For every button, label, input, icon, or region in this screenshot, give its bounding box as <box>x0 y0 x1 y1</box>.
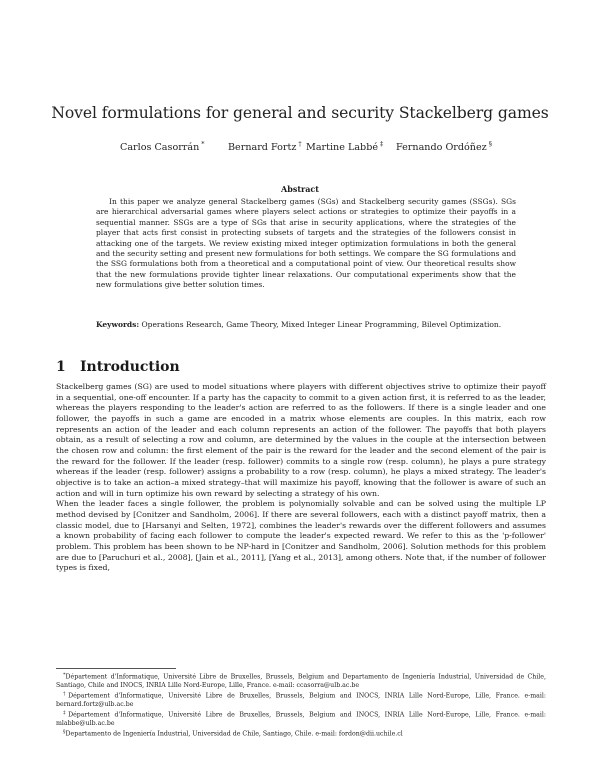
author-name: Bernard Fortz <box>228 142 297 153</box>
footnote-mark: § <box>63 728 66 735</box>
footnote <box>56 671 546 690</box>
footnotes <box>56 671 546 738</box>
author-footnote-mark: § <box>488 140 492 148</box>
footnote-mark: * <box>63 672 66 678</box>
section-title: Introduction <box>80 359 180 375</box>
footnote-mark: † <box>63 690 69 697</box>
author-footnote-mark: ‡ <box>380 140 384 148</box>
footnote-mark: ‡ <box>63 709 69 716</box>
footnote-rule <box>56 668 176 669</box>
author-list <box>120 140 520 156</box>
abstract-heading: Abstract <box>281 184 319 194</box>
keywords <box>96 320 516 330</box>
author-name: Martine Labbé <box>306 142 379 153</box>
keywords-label: Keywords: <box>96 320 140 329</box>
footnote <box>56 728 546 739</box>
body-paragraph: When the leader faces a single follower, the problem is polynomially solvable and can be solved using the multiple LP method devised by [Conitzer and Sandholm, 2006]. If there are several followers, each with a distinct payoff matrix, then a classic model, due to [Harsanyi and Selten, 1972], combines the leader's rewards over the different followers and assumes a known probability of facing each follower to compute the leader's expected reward. We refer to this as the 'p-follower' problem. This problem has been shown to be NP-hard in [Conitzer and Sandholm, 2006]. Solution methods for this problem are due to [Paruchuri et al., 2008], [Jain et al., 2011], [Yang et al., 2013], among others. Note that, if the number of follower types is fixed, <box>56 499 546 573</box>
keywords-text: Operations Research, Game Theory, Mixed Integer Linear Programming, Bilevel Optimization. <box>141 320 502 329</box>
footnote-text: Département d'Informatique, Université Libre de Bruxelles, Brussels, Belgium and INOCS, INRIA Lille Nord-Europe, Lille, France. e-mail: mlabbe@ulb.ac.be <box>56 711 547 727</box>
footnote-text: Département d'Informatique, Université Libre de Bruxelles, Brussels, Belgium and INOCS, INRIA Lille Nord-Europe, Lille, France. e-mail: bernard.fortz@ulb.ac.be <box>56 692 547 708</box>
body-paragraph: Stackelberg games (SG) are used to model situations where players with different objectives strive to optimize their payoff in a sequential, one-off encounter. If a party has the capacity to commit to a given action first, it is referred to as the leader, whereas the players responding to the leader's action are referred to as the followers. If there is a single leader and one follower, the payoffs in such a game are encoded in a matrix whose elements are couples. In this matrix, each row represents an action of the leader and each column represents an action of the follower. The payoffs that both players obtain, as a result of selecting a row and column, are determined by the values in the couple at the intersection between the chosen row and column: the first element of the pair is the reward for the leader and the second element of the pair is the reward for the follower. If the leader (resp. follower) commits to a single row (resp. column), he plays a pure strategy whereas if the leader (resp. follower) assigns a probability to a row (resp. column), he plays a mixed strategy. The leader's objective is to take an action–a mixed strategy–that will maximize his payoff, knowing that the follower is aware of such an action and will in turn optimize his own reward by selecting a strategy of his own. <box>56 382 546 498</box>
section-number: 1 <box>56 359 66 375</box>
author-name: Fernando Ordóñez <box>396 142 487 153</box>
author-name: Carlos Casorrán <box>120 142 200 153</box>
author-ordonez <box>396 140 492 153</box>
footnote <box>56 690 546 709</box>
author-footnote-mark: * <box>201 140 205 148</box>
footnote-text: Departamento de Ingeniería Industrial, Universidad de Chile, Santiago, Chile. e-mail: fordon@dii.uchile.cl <box>65 730 403 738</box>
footnote <box>56 709 546 728</box>
section-heading <box>56 359 180 375</box>
author-fortz <box>228 140 302 153</box>
body-text <box>56 382 546 574</box>
footnote-text: Département d'Informatique, Université Libre de Bruxelles, Brussels, Belgium and Departamento de Ingeniería Industrial, Universidad de Chile, Santiago, Chile and INOCS, INRIA Lille Nord-Europe, Lille, France. e-mail: ccasorra@ulb.ac.be <box>56 673 546 689</box>
abstract-text: In this paper we analyze general Stackelberg games (SGs) and Stackelberg security games (SSGs). SGs are hierarchical adversarial games where players select actions or strategies to optimize their payoffs in a sequential manner. SSGs are a type of SGs that arise in security applications, where the strategies of the player that acts first consist in protecting subsets of targets and the strategies of the followers consist in attacking one of the targets. We review existing mixed integer optimization formulations in both the general and the security setting and present new formulations for both settings. We compare the SG formulations and the SSG formulations both from a theoretical and a computational point of view. Our theoretical results show that the new formulations provide tighter linear relaxations. Our computational experiments show that the new formulations give better solution times. <box>96 197 516 290</box>
author-labbe <box>306 140 383 153</box>
paper-title: Novel formulations for general and security Stackelberg games <box>51 104 549 122</box>
author-footnote-mark: † <box>298 140 302 148</box>
author-casorran <box>120 140 205 153</box>
